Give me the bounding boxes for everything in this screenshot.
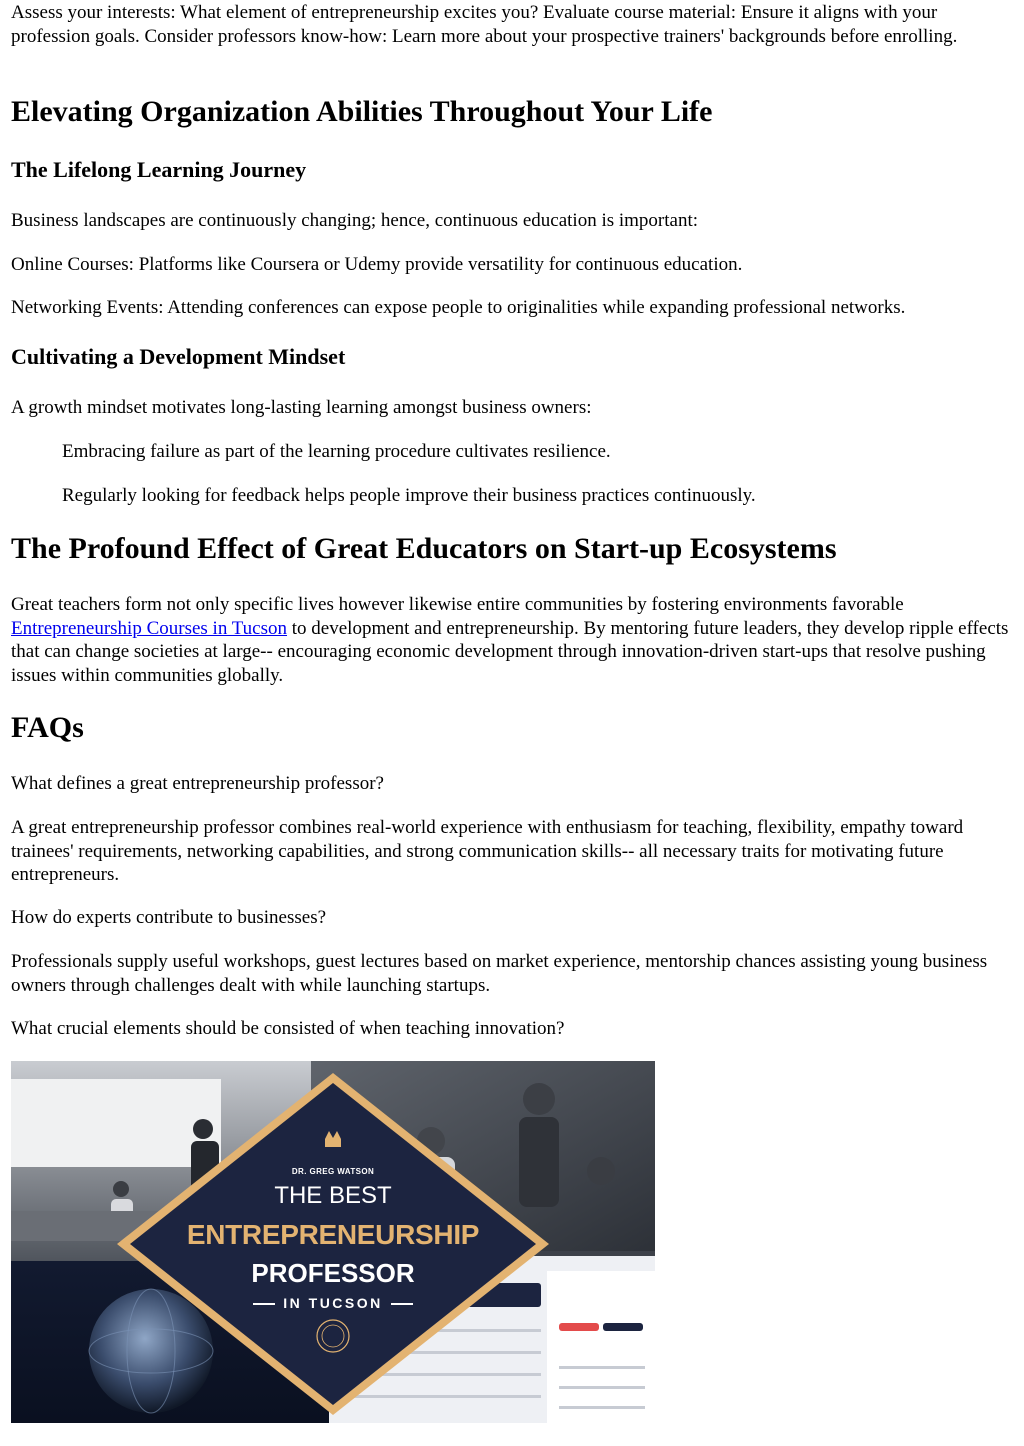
paragraph-online-courses: Online Courses: Platforms like Coursera or Udemy provide versatility for continuous education. <box>11 254 743 275</box>
hero-line-entrepreneurship: ENTREPRENEURSHIP <box>186 1219 480 1250</box>
faq-answer-2: Professionals supply useful workshops, guest lectures based on market experience, mentorship chances assisting young business owners through challenges dealt with while launching startups. <box>11 951 988 996</box>
faq-question-3: What crucial elements should be consisted of when teaching innovation? <box>11 1018 565 1039</box>
hero-line-professor: PROFESSOR <box>251 1258 415 1288</box>
list-item-feedback: Regularly looking for feedback helps people improve their business practices continuously. <box>62 485 756 506</box>
section-heading-elevating: Elevating Organization Abilities Throughout Your Life <box>11 95 713 128</box>
subheading-lifelong-learning: The Lifelong Learning Journey <box>11 157 307 182</box>
section-heading-faqs: FAQs <box>11 711 84 744</box>
text-after-link: to development and entrepreneurship. By mentoring future leaders, they develop ripple effects that can change societies at large-- encouraging economic development through innovation-driven start-ups that resolve pushing issues within communities globally. <box>11 617 1009 686</box>
intro-paragraph: Assess your interests: What element of entrepreneurship excites you? Evaluate course material: Ensure it aligns with your profession goals. Consider professors know-how: Learn more about your prospective trainers' backgrounds before enrolling. <box>11 2 958 47</box>
faq-question-2: How do experts contribute to businesses? <box>11 907 327 928</box>
paragraph-great-teachers <box>11 593 1015 687</box>
paragraph-landscapes: Business landscapes are continuously changing; hence, continuous education is important: <box>11 210 699 231</box>
text-before-link: Great teachers form not only specific lives however likewise entire communities by fostering environments favorable <box>11 594 904 615</box>
hero-line-city <box>11 1292 655 1316</box>
list-item-embracing-failure: Embracing failure as part of the learning procedure cultivates resilience. <box>62 441 611 462</box>
faq-question-1: What defines a great entrepreneurship professor? <box>11 773 384 794</box>
subheading-development-mindset: Cultivating a Development Mindset <box>11 344 346 369</box>
hero-professor-name: DR. GREG WATSON <box>291 1167 375 1176</box>
whiteboard <box>11 1079 221 1167</box>
hero-line-the-best: THE BEST <box>274 1182 392 1209</box>
faq-answer-1: A great entrepreneurship professor combines real-world experience with enthusiasm for teaching, flexibility, empathy toward trainees' requirements, networking capabilities, and strong communication skills-- all necessary traits for motivating future entrepreneurs. <box>11 817 964 885</box>
entrepreneurship-courses-link[interactable]: Entrepreneurship Courses in Tucson <box>11 617 288 639</box>
hero-city-text: IN TUCSON <box>283 1295 383 1311</box>
speaker-figure <box>193 1119 213 1139</box>
hero-image <box>11 1061 655 1423</box>
section-heading-profound-effect: The Profound Effect of Great Educators on Start-up Ecosystems <box>11 532 837 565</box>
paragraph-growth-mindset: A growth mindset motivates long-lasting learning amongst business owners: <box>11 397 592 418</box>
paragraph-networking-events: Networking Events: Attending conferences can expose people to originalities while expanding professional networks. <box>11 297 906 318</box>
